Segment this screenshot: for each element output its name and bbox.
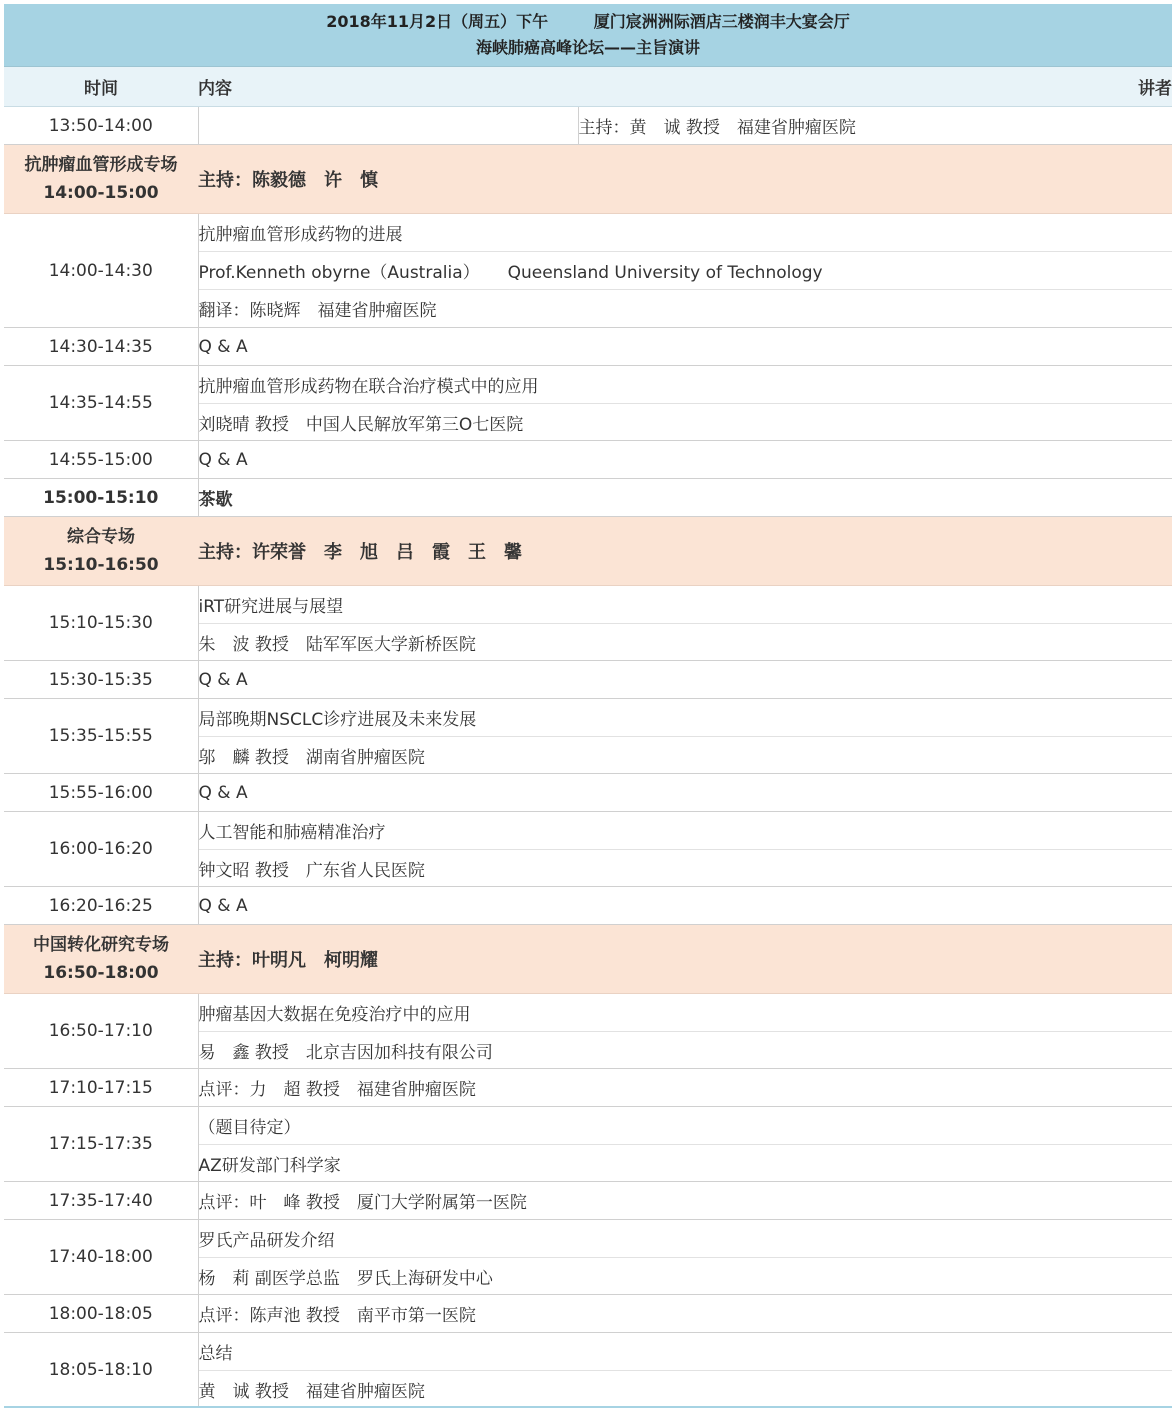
- event-subtitle: 海峡肺癌高峰论坛——主旨演讲: [475, 38, 700, 57]
- item-text: 点评：力 超 教授 福建省肿瘤医院: [198, 1069, 1172, 1107]
- time-slot: 14:55-15:00: [4, 441, 198, 479]
- talk-speaker: 朱 波 教授 陆军军医大学新桥医院: [198, 624, 1172, 661]
- agenda-header-cell: [4, 4, 1172, 67]
- talk-speaker: AZ研发部门科学家: [198, 1145, 1172, 1182]
- session-title: 综合专场: [67, 527, 135, 547]
- talk-speaker-name: Prof.Kenneth obyrne（Australia）: [198, 263, 480, 283]
- talk-title: 局部晚期NSCLC诊疗进展及未来发展: [198, 699, 1172, 737]
- agenda-row: [4, 661, 1172, 699]
- agenda-row: [4, 774, 1172, 812]
- event-venue: 厦门宸洲洲际酒店三楼润丰大宴会厅: [593, 12, 850, 31]
- session-time: 14:00-15:00: [43, 183, 159, 203]
- item-text: Q & A: [198, 774, 1172, 812]
- session-chair: 主持：许荣誉 李 旭 吕 霞 王 馨: [198, 517, 1172, 586]
- session-title: 抗肿瘤血管形成专场: [24, 155, 178, 175]
- opening-time: 13:50-14:00: [4, 107, 198, 145]
- item-text: Q & A: [198, 441, 1172, 479]
- item-text: Q & A: [198, 887, 1172, 925]
- agenda-header: [4, 4, 1172, 67]
- session-title-cell: [4, 925, 198, 994]
- time-slot: 15:00-15:10: [4, 479, 198, 517]
- time-slot: 17:35-17:40: [4, 1182, 198, 1220]
- talk-row: [4, 586, 1172, 624]
- talk-speaker: 邬 麟 教授 湖南省肿瘤医院: [198, 737, 1172, 774]
- time-slot: 15:10-15:30: [4, 586, 198, 661]
- talk-row: [4, 366, 1172, 404]
- talk-row: [4, 1333, 1172, 1371]
- agenda-row: [4, 887, 1172, 925]
- session-time: 15:10-16:50: [43, 555, 159, 575]
- talk-row: [4, 994, 1172, 1032]
- talk-translator: 翻译：陈晓辉 福建省肿瘤医院: [198, 290, 1172, 328]
- session-chair: 主持：叶明凡 柯明耀: [198, 925, 1172, 994]
- agenda-row: [4, 1069, 1172, 1107]
- talk-title: （题目待定）: [198, 1107, 1172, 1145]
- time-slot: 14:35-14:55: [4, 366, 198, 441]
- talk-row: [4, 1220, 1172, 1258]
- talk-title: 肿瘤基因大数据在免疫治疗中的应用: [198, 994, 1172, 1032]
- time-slot: 15:35-15:55: [4, 699, 198, 774]
- column-header-row: [4, 67, 1172, 107]
- talk-speaker: 黄 诚 教授 福建省肿瘤医院: [198, 1371, 1172, 1408]
- opening-host: 主持：黄 诚 教授 福建省肿瘤医院: [578, 107, 1172, 145]
- agenda-row: [4, 479, 1172, 517]
- time-slot: 18:00-18:05: [4, 1295, 198, 1333]
- talk-speaker-org: Queensland University of Technology: [507, 263, 823, 283]
- item-text: 茶歇: [198, 479, 1172, 517]
- talk-speaker: 易 鑫 教授 北京吉因加科技有限公司: [198, 1032, 1172, 1069]
- session-row: [4, 145, 1172, 214]
- column-header-time: 时间: [4, 67, 198, 107]
- time-slot: 16:00-16:20: [4, 812, 198, 887]
- agenda-table: [4, 4, 1172, 1408]
- talk-title: 总结: [198, 1333, 1172, 1371]
- opening-row: [4, 107, 1172, 145]
- event-date: 2018年11月2日（周五）下午: [326, 12, 549, 31]
- session-row: [4, 925, 1172, 994]
- talk-row: [4, 699, 1172, 737]
- session-chair: 主持：陈毅德 许 慎: [198, 145, 1172, 214]
- talk-row: [4, 1107, 1172, 1145]
- agenda-row: [4, 441, 1172, 479]
- talk-speaker: 刘晓晴 教授 中国人民解放军第三O七医院: [198, 404, 1172, 441]
- time-slot: 17:15-17:35: [4, 1107, 198, 1182]
- item-text: 点评：叶 峰 教授 厦门大学附属第一医院: [198, 1182, 1172, 1220]
- time-slot: 14:00-14:30: [4, 214, 198, 328]
- talk-title: 人工智能和肺癌精准治疗: [198, 812, 1172, 850]
- session-time: 16:50-18:00: [43, 963, 159, 983]
- talk-speaker-cell: [198, 252, 1172, 290]
- item-text: Q & A: [198, 328, 1172, 366]
- talk-title: 抗肿瘤血管形成药物在联合治疗模式中的应用: [198, 366, 1172, 404]
- talk-row: [4, 214, 1172, 252]
- bottom-divider: [4, 1406, 1172, 1408]
- time-slot: 15:55-16:00: [4, 774, 198, 812]
- talk-title: iRT研究进展与展望: [198, 586, 1172, 624]
- time-slot: 18:05-18:10: [4, 1333, 198, 1408]
- agenda-row: [4, 1295, 1172, 1333]
- talk-speaker: 钟文昭 教授 广东省人民医院: [198, 850, 1172, 887]
- item-text: Q & A: [198, 661, 1172, 699]
- time-slot: 17:10-17:15: [4, 1069, 198, 1107]
- talk-title: 罗氏产品研发介绍: [198, 1220, 1172, 1258]
- talk-speaker: 杨 莉 副医学总监 罗氏上海研发中心: [198, 1258, 1172, 1295]
- time-slot: 16:20-16:25: [4, 887, 198, 925]
- session-title-cell: [4, 145, 198, 214]
- opening-content-empty: [198, 107, 578, 145]
- talk-row: [4, 812, 1172, 850]
- time-slot: 15:30-15:35: [4, 661, 198, 699]
- session-row: [4, 517, 1172, 586]
- column-header-speaker: 讲者: [578, 67, 1172, 107]
- time-slot: 16:50-17:10: [4, 994, 198, 1069]
- column-header-content: 内容: [198, 67, 578, 107]
- talk-title: 抗肿瘤血管形成药物的进展: [198, 214, 1172, 252]
- session-title-cell: [4, 517, 198, 586]
- item-text: 点评：陈声池 教授 南平市第一医院: [198, 1295, 1172, 1333]
- time-slot: 14:30-14:35: [4, 328, 198, 366]
- time-slot: 17:40-18:00: [4, 1220, 198, 1295]
- agenda-row: [4, 328, 1172, 366]
- agenda-row: [4, 1182, 1172, 1220]
- session-title: 中国转化研究专场: [33, 935, 169, 955]
